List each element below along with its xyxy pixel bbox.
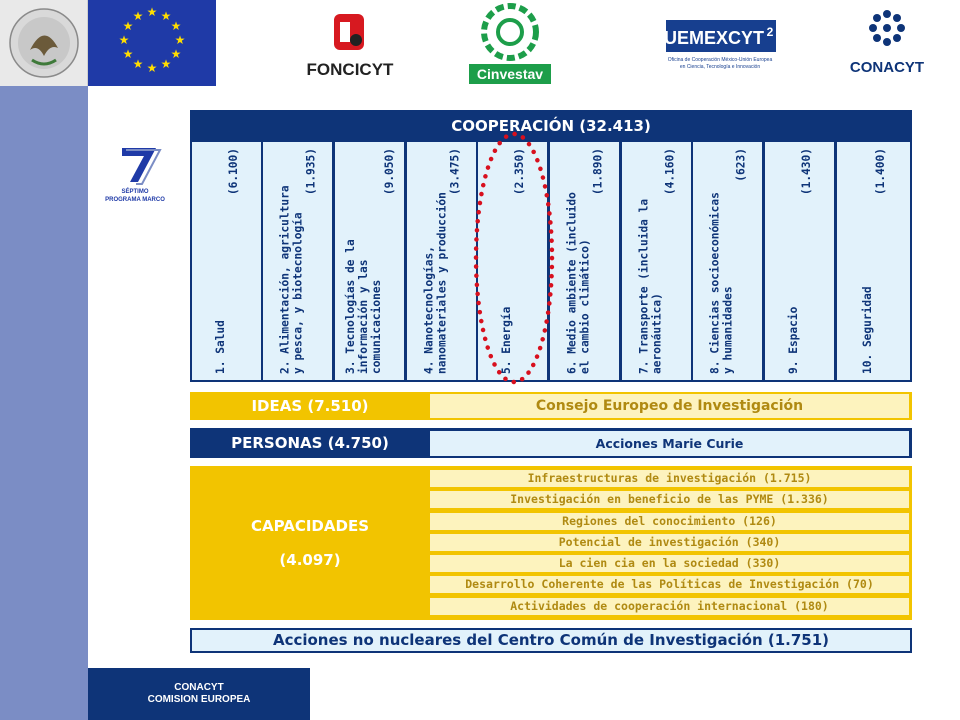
theme-label: 1. Salud <box>213 320 227 374</box>
capacities-item: Investigación en beneficio de las PYME (1.336) <box>430 491 909 508</box>
people-program: Acciones Marie Curie <box>430 431 909 456</box>
svg-text:★: ★ <box>170 47 182 61</box>
theme-label: 5. Energía <box>499 306 513 374</box>
svg-text:★: ★ <box>122 47 134 61</box>
ideas-title: IDEAS (7.510) <box>251 397 369 415</box>
people-title: PERSONAS (4.750) <box>231 434 389 452</box>
svg-text:en Ciencia, Tecnología e Innov: en Ciencia, Tecnología e Innovación <box>679 64 761 70</box>
svg-text:PROGRAMA MARCO: PROGRAMA MARCO <box>105 197 165 203</box>
theme-column-environment <box>550 142 619 380</box>
theme-label: 9. Espacio <box>786 306 800 374</box>
theme-column-security <box>837 142 910 380</box>
footer-box <box>88 668 310 720</box>
svg-text:★: ★ <box>170 19 182 33</box>
svg-text:★: ★ <box>118 33 130 47</box>
svg-text:★: ★ <box>160 9 172 23</box>
theme-value: (623) <box>734 148 747 182</box>
european-union-flag-logo <box>88 0 216 86</box>
capacities-title <box>190 466 430 620</box>
theme-value: (4.160) <box>663 148 676 196</box>
theme-label: 4. Nanotecnologías, nanomateriales y producción <box>422 192 448 374</box>
theme-column-space <box>765 142 834 380</box>
mexico-seal-logo <box>0 0 88 86</box>
capacities-title-line1: CAPACIDADES <box>251 517 369 535</box>
svg-text:Cinvestav: Cinvestav <box>476 66 544 82</box>
theme-label: 10. Seguridad <box>860 286 874 374</box>
svg-text:CONACYT: CONACYT <box>849 59 925 76</box>
cooperation-title: COOPERACIÓN (32.413) <box>451 117 651 135</box>
svg-text:★: ★ <box>132 9 144 23</box>
svg-text:★: ★ <box>160 57 172 71</box>
theme-value: (1.890) <box>591 148 604 196</box>
ideas-program: Consejo Europeo de Investigación <box>430 394 909 418</box>
theme-column-health <box>192 142 261 380</box>
svg-text:SÉPTIMO: SÉPTIMO <box>121 189 149 195</box>
footer-line2: COMISION EUROPEA <box>147 694 251 705</box>
footer-line1: CONACYT <box>174 682 224 693</box>
theme-column-energy <box>478 142 547 380</box>
svg-text:★: ★ <box>132 57 144 71</box>
theme-column-nano <box>407 142 476 380</box>
capacities-item: Potencial de investigación (340) <box>430 534 909 551</box>
theme-label: 6. Medio ambiente (incluido el cambio climático) <box>565 192 591 374</box>
theme-label: 7. Transporte (incluida la aeronáutica) <box>637 198 663 374</box>
fp7-logo <box>102 144 168 206</box>
theme-column-food <box>263 142 332 380</box>
jrc-title: Acciones no nucleares del Centro Común de Investigación (1.751) <box>192 630 910 651</box>
svg-text:UEMEXCYT: UEMEXCYT <box>663 28 765 48</box>
uemexcyt-logo <box>662 0 782 86</box>
left-side-bar <box>0 0 88 720</box>
capacities-item: Infraestructuras de investigación (1.715) <box>430 470 909 487</box>
theme-column-ict <box>335 142 404 380</box>
foncicyt-logo <box>300 0 400 86</box>
theme-column-socioeconomic <box>693 142 762 380</box>
svg-text:Oficina de Cooperación México-: Oficina de Cooperación México-Unión Europea <box>667 57 773 63</box>
svg-text:★: ★ <box>146 5 158 19</box>
theme-value: (9.050) <box>382 148 396 196</box>
capacities-item: Regiones del conocimiento (126) <box>430 513 909 530</box>
theme-column-transport <box>622 142 691 380</box>
theme-label: 2. Alimentación, agricultura y pesca, y biotecnología <box>278 185 304 374</box>
svg-text:★: ★ <box>146 61 158 75</box>
theme-label: 8. Ciencias socioeconómicas y humanidades <box>708 192 734 374</box>
conacyt-logo <box>842 0 932 86</box>
theme-label: 3. Tecnologías de la información y las comunicaciones <box>343 239 383 374</box>
theme-value: (1.430) <box>799 148 813 196</box>
svg-text:FONCICYT: FONCICYT <box>306 60 394 79</box>
theme-value: (1.400) <box>873 148 887 196</box>
theme-value: (6.100) <box>226 148 240 196</box>
theme-value: (3.475) <box>448 148 461 196</box>
capacities-item: La cien cia en la sociedad (330) <box>430 555 909 572</box>
theme-value: (2.350) <box>512 148 526 196</box>
capacities-item: Desarrollo Coherente de las Políticas de Investigación (70) <box>430 576 909 593</box>
cinvestav-logo <box>465 0 555 86</box>
svg-text:2: 2 <box>766 25 774 39</box>
capacities-title-line2: (4.097) <box>279 551 341 569</box>
svg-text:★: ★ <box>122 19 134 33</box>
svg-text:★: ★ <box>174 33 186 47</box>
theme-value: (1.935) <box>304 148 317 196</box>
capacities-item: Actividades de cooperación internacional (180) <box>430 598 909 615</box>
